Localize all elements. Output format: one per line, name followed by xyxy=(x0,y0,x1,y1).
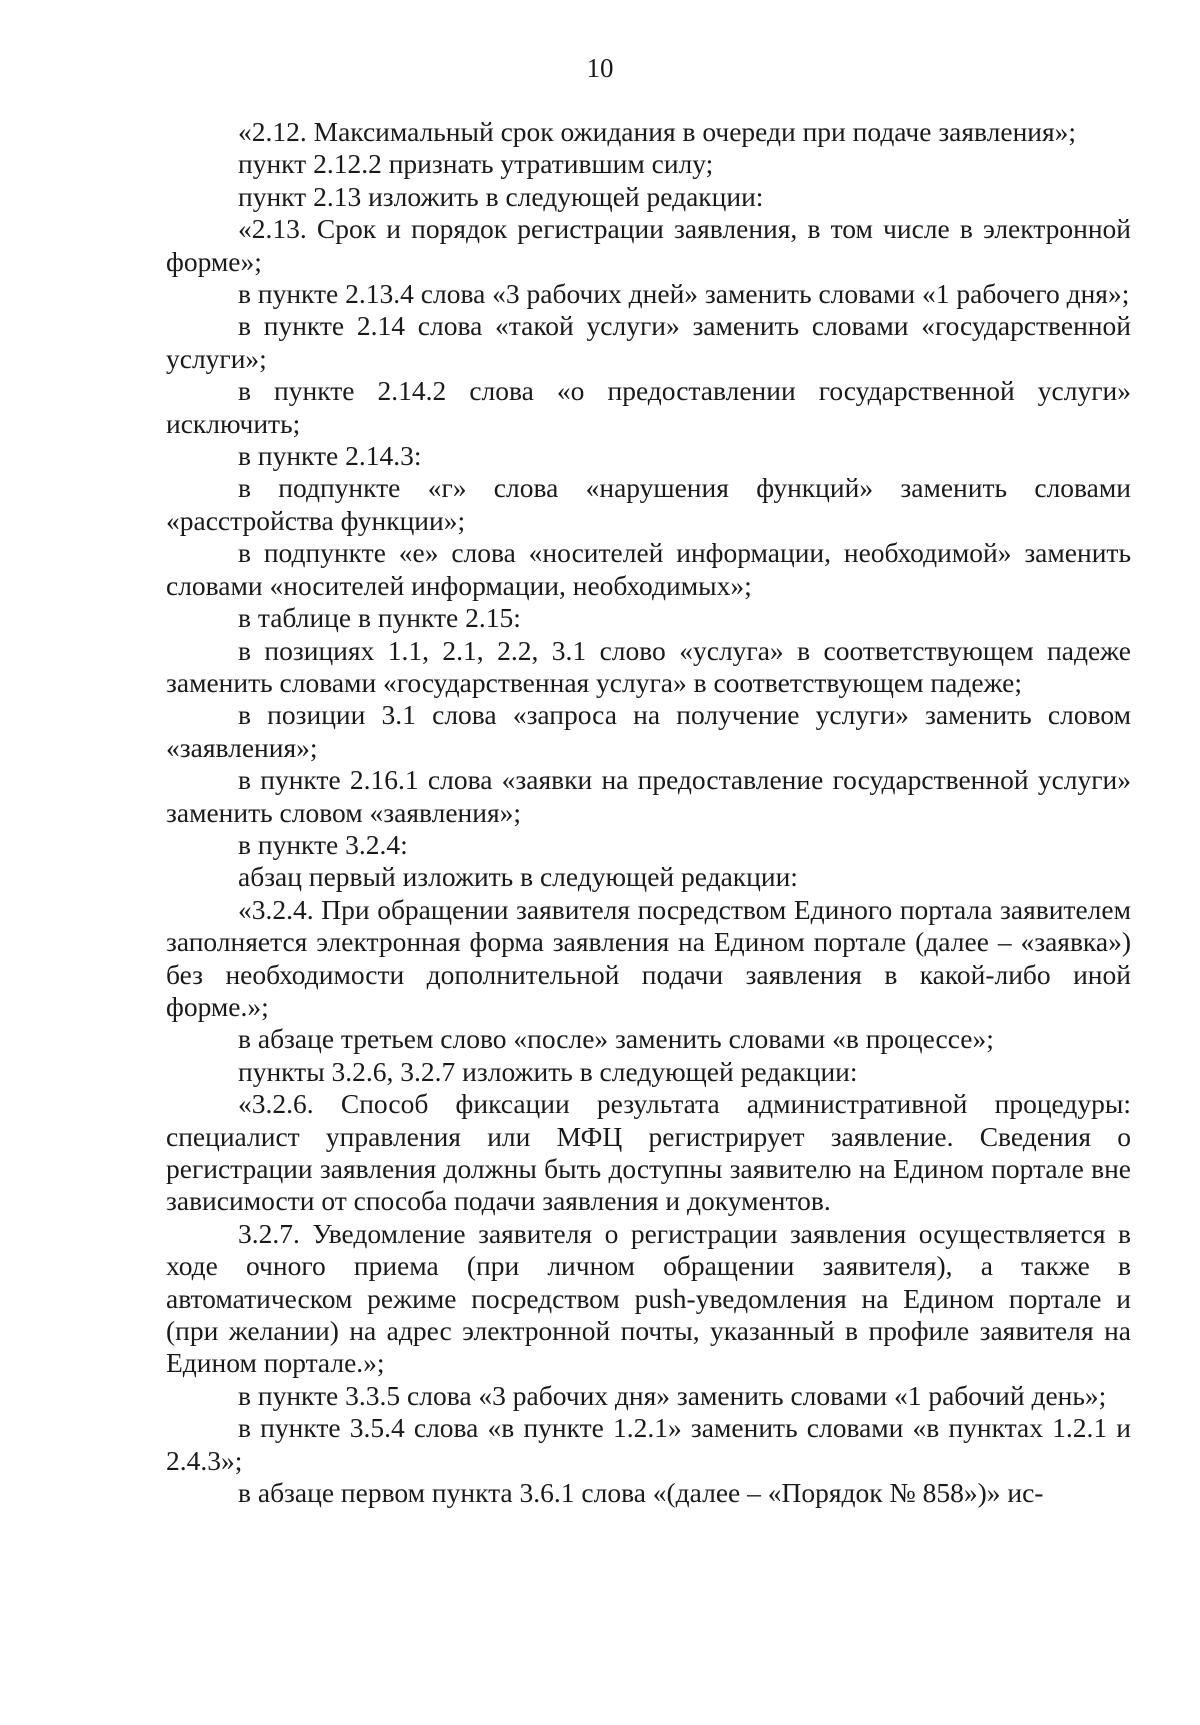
paragraph-subitem-g: в подпункте «г» слова «нарушения функций» заменить словами «расстройства функции»; xyxy=(166,472,1131,536)
paragraph-2-14-3-intro: в пункте 2.14.3: xyxy=(238,440,422,472)
paragraph-first-abzac: абзац первый изложить в следующей редакции: xyxy=(238,861,798,893)
paragraph-3-2-4-intro: в пункте 3.2.4: xyxy=(238,828,408,860)
paragraph-subitem-e: в подпункте «е» слова «носителей информации, необходимой» заменить словами «носителей информации, необходимых»; xyxy=(166,537,1131,601)
paragraph-2-13-4: в пункте 2.13.4 слова «3 рабочих дней» заменить словами «1 рабочего дня»; xyxy=(238,278,1130,310)
paragraph-2-13-heading: «2.13. Срок и порядок регистрации заявления, в том числе в электронной форме»; xyxy=(166,213,1131,277)
paragraph-3-2-6-3-2-7-intro: пункты 3.2.6, 3.2.7 изложить в следующей редакции: xyxy=(238,1055,858,1087)
paragraph-2-16-1: в пункте 2.16.1 слова «заявки на предоставление государственной услуги» заменить словом «заявления»; xyxy=(166,764,1131,828)
paragraph-2-14: в пункте 2.14 слова «такой услуги» заменить словами «государственной услуги»; xyxy=(166,310,1131,374)
paragraph-3-2-4-text: «3.2.4. При обращении заявителя посредством Единого портала заявителем заполняется электронная форма заявления на Едином портале (далее – «заявка») без необходимости дополнительной подачи заявления в какой-либо иной форме.»; xyxy=(166,893,1131,1022)
paragraph-third-abzac: в абзаце третьем слово «после» заменить словами «в процессе»; xyxy=(238,1023,994,1055)
document-body xyxy=(166,116,1131,1509)
paragraph-2-15-intro: в таблице в пункте 2.15: xyxy=(238,602,521,634)
paragraph-2-14-2: в пункте 2.14.2 слова «о предоставлении государственной услуги» исключить; xyxy=(166,375,1131,439)
paragraph-positions-1-1: в позициях 1.1, 2.1, 2.2, 3.1 слово «услуга» в соответствующем падеже заменить словами «государственная услуга» в соответствующем падеже; xyxy=(166,634,1131,698)
paragraph-3-2-7-text: 3.2.7. Уведомление заявителя о регистрации заявления осуществляется в ходе очного приема (при личном обращении заявителя), а также в автоматическом режиме посредством push-уведомления на Едином портале и (при желании) на адрес электронной почты, указанный в профиле заявителя на Едином портале.»; xyxy=(166,1217,1131,1379)
paragraph-3-6-1: в абзаце первом пункта 3.6.1 слова «(далее – «Порядок № 858»)» ис- xyxy=(238,1477,1044,1509)
paragraph-3-3-5: в пункте 3.3.5 слова «3 рабочих дня» заменить словами «1 рабочий день»; xyxy=(238,1379,1107,1411)
page-number: 10 xyxy=(586,53,614,83)
paragraph-2-12-2-void: пункт 2.12.2 признать утратившим силу; xyxy=(238,148,714,180)
paragraph-2-12-heading: «2.12. Максимальный срок ожидания в очереди при подаче заявления»; xyxy=(238,116,1077,147)
paragraph-2-13-intro: пункт 2.13 изложить в следующей редакции: xyxy=(238,180,764,212)
paragraph-3-5-4: в пункте 3.5.4 слова «в пункте 1.2.1» заменить словами «в пунктах 1.2.1 и 2.4.3»; xyxy=(166,1412,1131,1476)
paragraph-3-2-6-text: «3.2.6. Способ фиксации результата административной процедуры: специалист управления или МФЦ регистрирует заявление. Сведения о регистрации заявления должны быть доступны заявителю на Едином портале вне зависимости от способа подачи заявления и документов. xyxy=(166,1088,1131,1217)
paragraph-position-3-1: в позиции 3.1 слова «запроса на получение услуги» заменить словом «заявления»; xyxy=(166,699,1131,763)
